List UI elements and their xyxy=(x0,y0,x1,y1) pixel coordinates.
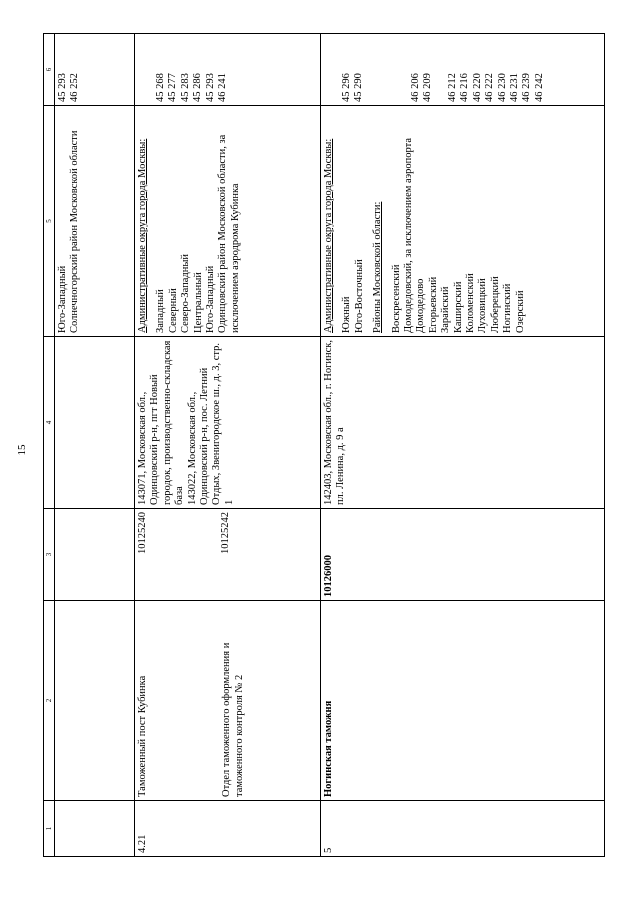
cell-name: Ногинская таможня xyxy=(321,601,605,801)
post-code: 10125240 xyxy=(137,512,148,554)
okato-code: 45 293 xyxy=(57,73,68,102)
okato-code: 46 209 xyxy=(422,73,434,102)
page-number: 15 xyxy=(16,444,28,456)
cell-okato xyxy=(135,34,321,106)
post-address: 143071, Московская обл., Одинцовский р-н, пгт Новый городок, производственно-складская база xyxy=(137,340,186,505)
cell-territory xyxy=(55,106,135,337)
okato-code: 46 231 xyxy=(509,73,521,102)
cell-okato xyxy=(321,34,605,106)
okato-code: 46 206 xyxy=(409,73,421,102)
header-col-1: 1 xyxy=(44,801,55,857)
cell-name xyxy=(55,601,135,801)
header-col-5: 5 xyxy=(44,106,55,337)
okato-code: 45 277 xyxy=(167,73,179,102)
cell-number: 4.21 xyxy=(135,801,321,857)
territory-heading: Районы Московской области: xyxy=(372,201,384,333)
territory-heading: Административные округа города Москвы: xyxy=(137,138,148,333)
cell-address xyxy=(135,337,321,509)
territory-item: Каширский xyxy=(452,281,464,333)
okato-code: 45 296 xyxy=(341,73,352,102)
department-name: Отдел таможенного оформления и таможенного контроля № 2 xyxy=(221,642,245,797)
cell-name xyxy=(135,601,321,801)
territory-item: Луховицкий xyxy=(477,278,489,333)
okato-code: 46 212 xyxy=(447,73,459,102)
territory-item: Юго-Восточный xyxy=(353,259,365,333)
okato-code: 45 290 xyxy=(353,73,365,102)
territory-item: Ногинский xyxy=(502,283,514,333)
department-address: 143022, Московская обл., Одинцовский р-н, пос. Летний Отдых, Звенигородское ш., д. 3, стр. 1 xyxy=(186,342,235,505)
okato-code: 46 222 xyxy=(484,73,496,102)
territory-item: Центральный xyxy=(192,272,204,333)
customs-table xyxy=(43,33,605,857)
territory-item: Одинцовский район Московской области, за исключением аэродрома Кубинка xyxy=(217,134,241,333)
rotated-table-container xyxy=(43,34,605,857)
table-row xyxy=(321,34,605,857)
territory-item: Юго-Западный xyxy=(57,265,68,333)
cell-code: 10126000 xyxy=(321,509,605,601)
okato-code: 46 230 xyxy=(496,73,508,102)
territory-item: Егорьевский xyxy=(427,276,439,333)
okato-code: 45 283 xyxy=(179,73,191,102)
okato-code: 45 293 xyxy=(204,73,216,102)
territory-item: Воскресенский xyxy=(390,264,402,333)
territory-item: Южный xyxy=(341,296,353,333)
okato-code: 46 239 xyxy=(521,73,533,102)
territory-item: Западный xyxy=(155,289,167,333)
cell-territory xyxy=(321,106,605,337)
territory-item: Домодедовский, за исключением аэропорта Домодедово xyxy=(403,137,427,333)
table-row xyxy=(135,34,321,857)
territory-item: Северный xyxy=(167,288,179,333)
cell-code xyxy=(135,509,321,601)
territory-heading: Административные округа города Москвы: xyxy=(323,138,334,333)
cell-okato xyxy=(55,34,135,106)
header-col-4: 4 xyxy=(44,337,55,509)
okato-code: 45 286 xyxy=(192,73,204,102)
territory-item: Зарайский xyxy=(440,286,452,333)
cell-number xyxy=(55,801,135,857)
department-code: 10125242 xyxy=(220,512,232,554)
territory-item: Люберецкий xyxy=(489,276,501,333)
cell-code xyxy=(55,509,135,601)
okato-code: 46 242 xyxy=(533,73,545,102)
territory-item: Солнечногорский район Московской области xyxy=(69,130,81,333)
territory-item: Коломенский xyxy=(465,273,477,333)
header-col-2: 2 xyxy=(44,601,55,801)
cell-address xyxy=(55,337,135,509)
header-row xyxy=(44,34,55,857)
cell-number: 5 xyxy=(321,801,605,857)
okato-code: 46 220 xyxy=(471,73,483,102)
okato-code: 46 252 xyxy=(69,73,81,102)
territory-item: Юго-Западный xyxy=(205,265,217,333)
cell-address: 142403, Московская обл., г. Ногинск, пл. Ленина, д. 9 а xyxy=(321,337,605,509)
header-col-6: 6 xyxy=(44,34,55,106)
okato-code: 45 268 xyxy=(155,73,166,102)
table-row xyxy=(55,34,135,857)
post-name: Таможенный пост Кубинка xyxy=(137,675,148,797)
okato-code: 46 241 xyxy=(217,73,229,102)
cell-territory xyxy=(135,106,321,337)
header-col-3: 3 xyxy=(44,509,55,601)
okato-code: 46 216 xyxy=(459,73,471,102)
territory-item: Северо-Западный xyxy=(180,253,192,333)
territory-item: Озерский xyxy=(514,290,526,333)
